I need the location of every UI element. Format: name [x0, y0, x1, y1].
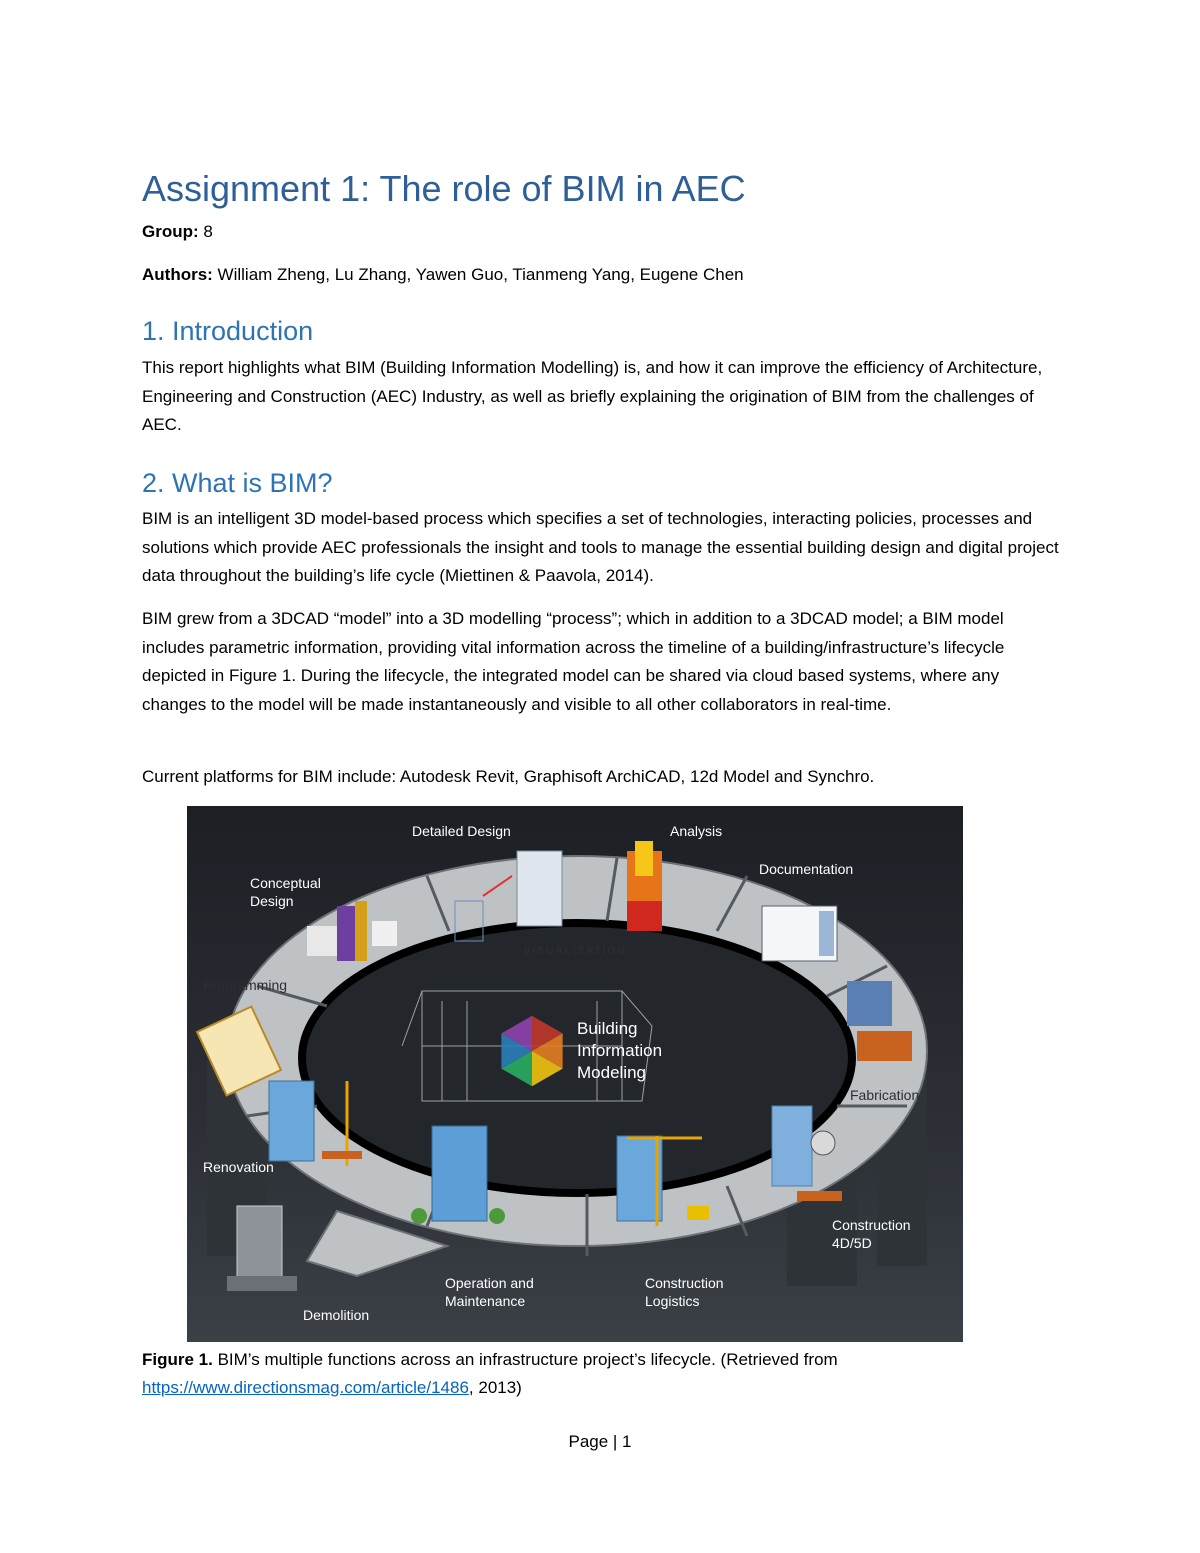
bim-lifecycle-figure	[187, 806, 963, 1342]
group-label: Group:	[142, 222, 199, 241]
caption-source-link[interactable]: https://www.directionsmag.com/article/1486	[142, 1378, 469, 1397]
group-value: 8	[198, 222, 213, 241]
caption-suffix: , 2013)	[468, 1378, 522, 1397]
center-title-line-2: Information	[577, 1041, 663, 1060]
group-line	[142, 222, 213, 242]
label-demolition: Demolition	[303, 1307, 370, 1323]
label-conceptual-design: Conceptual Design	[250, 875, 321, 909]
bim-lifecycle-diagram	[187, 806, 963, 1342]
center-title-line-1: Building	[577, 1019, 638, 1038]
figure-caption	[142, 1346, 1062, 1402]
ring-label: VISUALIZATION	[523, 945, 627, 957]
label-operation-maintenance: Operation and Maintenance	[445, 1275, 534, 1309]
documentation-icon	[762, 906, 837, 961]
analysis-icon	[627, 841, 662, 931]
label-renovation: Renovation	[203, 1159, 274, 1175]
authors-line	[142, 265, 744, 285]
intro-paragraph: This report highlights what BIM (Building Information Modelling) is, and how it can improve the efficiency of Architecture, Engineering and Construction (AEC) Industry, as well as briefly explaining the origination of BIM from the challenges of AEC.	[142, 358, 1043, 434]
section-heading-what-is-bim: 2. What is BIM?	[142, 468, 333, 498]
label-construction-logistics: Construction Logistics	[645, 1275, 724, 1309]
section-heading-introduction: 1. Introduction	[142, 316, 314, 346]
bim-paragraph-1: BIM is an intelligent 3D model-based process which specifies a set of technologies, interacting policies, processes and solutions which provide AEC professionals the insight and tools to manage the essential building design and digital project data throughout the building’s life cycle (Miettinen & Paavola, 2014).	[142, 509, 1059, 585]
label-analysis: Analysis	[670, 823, 723, 839]
label-programming: Programming	[203, 977, 288, 993]
page-number: Page | 1	[568, 1432, 632, 1451]
authors-label: Authors:	[142, 265, 213, 284]
label-detailed-design: Detailed Design	[412, 823, 511, 839]
label-construction-4d5d: Construction 4D/5D	[832, 1217, 911, 1251]
authors-value: William Zheng, Lu Zhang, Yawen Guo, Tianmeng Yang, Eugene Chen	[212, 265, 744, 284]
label-documentation: Documentation	[759, 861, 854, 877]
caption-text: BIM’s multiple functions across an infrastructure project’s lifecycle. (Retrieved from	[212, 1350, 838, 1369]
caption-label: Figure 1.	[142, 1350, 213, 1369]
bim-paragraph-2: BIM grew from a 3DCAD “model” into a 3D modelling “process”; which in addition to a 3DCAD model; a BIM model includes parametric information, providing vital information across the timeline of a building/infrastructure’s lifecycle depicted in Figure 1. During the lifecycle, the integrated model can be shared via cloud based systems, where any changes to the model will be made instantaneously and visible to all other collaborators in real-time.	[142, 609, 1005, 714]
page-title: Assignment 1: The role of BIM in AEC	[142, 168, 746, 209]
bim-paragraph-3: Current platforms for BIM include: Autodesk Revit, Graphisoft ArchiCAD, 12d Model and Synchro.	[142, 767, 875, 786]
center-title-line-3: Modeling	[577, 1063, 646, 1082]
label-fabrication: Fabrication	[850, 1087, 920, 1103]
